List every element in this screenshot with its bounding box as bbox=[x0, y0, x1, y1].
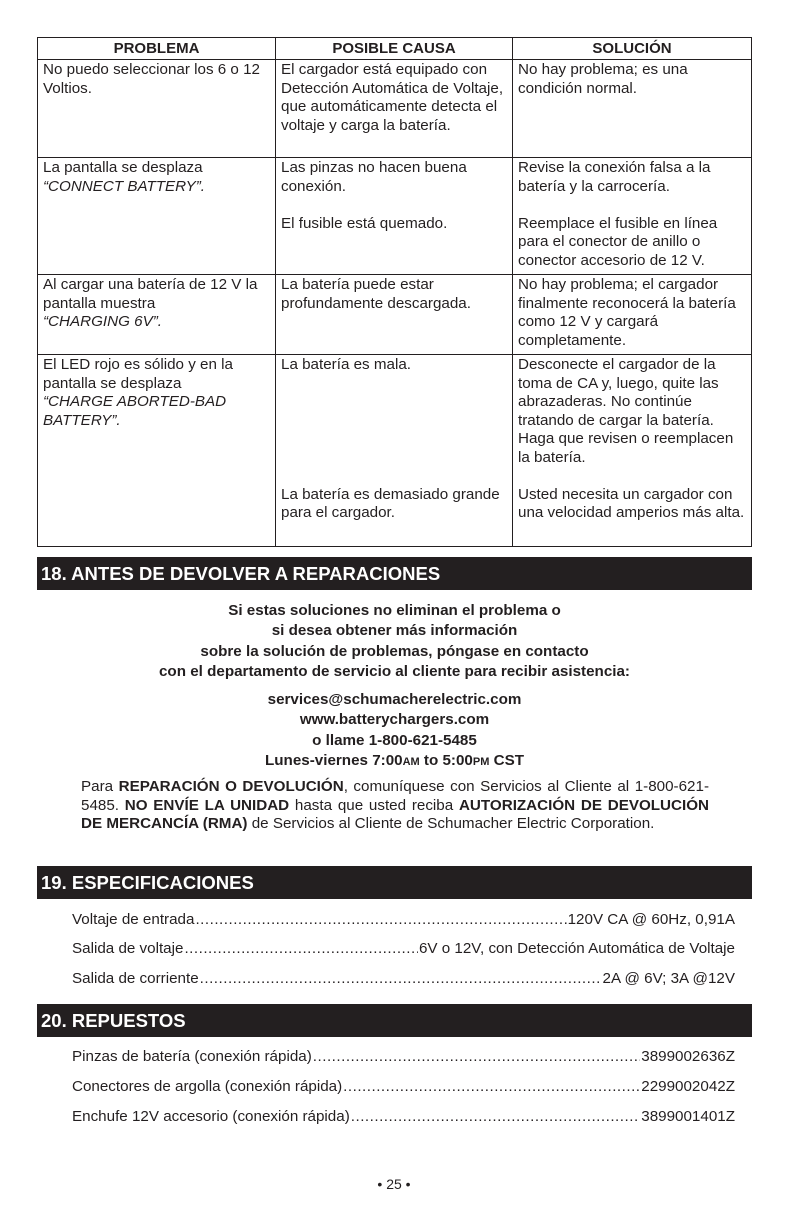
part-number: 2299002042Z bbox=[641, 1078, 735, 1095]
solution-cell bbox=[513, 158, 752, 275]
part-row bbox=[72, 1107, 735, 1127]
spec-row bbox=[72, 939, 735, 959]
return-instructions: Para REPARACIÓN O DEVOLUCIÓN, comuníquese con Servicios al Cliente al 1-800-621-5485. NO ENVÍE LA UNIDAD hasta que usted reciba AUTORIZACIÓN DE DEVOLUCIÓN DE MERCANCÍA (RMA) de Servicios al Cliente de Schumacher Electric Corporation. bbox=[81, 778, 709, 833]
part-row bbox=[72, 1047, 735, 1067]
website-link[interactable]: www.batterychargers.com bbox=[299, 711, 490, 729]
header-solution: SOLUCIÓN bbox=[513, 38, 752, 60]
service-hours: Lunes-viernes 7:00AM to 5:00PM CST bbox=[265, 751, 524, 769]
header-problem: PROBLEMA bbox=[38, 38, 276, 60]
table-row bbox=[38, 355, 752, 547]
solution-cell bbox=[513, 355, 752, 547]
part-label: Enchufe 12V accesorio (conexión rápida) bbox=[72, 1108, 350, 1125]
spec-value: 2A @ 6V; 3A @12V bbox=[602, 970, 735, 987]
email-link[interactable]: services@schumacherelectric.com bbox=[267, 691, 522, 708]
section-20-header: 20. REPUESTOS bbox=[37, 1004, 752, 1037]
problem-cell bbox=[38, 158, 276, 275]
cause-text: Las pinzas no hacen buena conexión. bbox=[281, 159, 467, 195]
problem-cell bbox=[38, 355, 276, 547]
spec-row bbox=[72, 910, 735, 930]
solution-cell: No hay problema; es una condición normal. bbox=[513, 60, 752, 158]
contact-intro bbox=[37, 601, 752, 682]
problem-text: La pantalla se desplaza bbox=[43, 159, 203, 176]
cause-text: El fusible está quemado. bbox=[281, 214, 448, 232]
solution-text: Desconecte el cargador de la toma de CA y, luego, quite las abrazaderas. No continúe tratando de cargar la batería. Haga que revisen o reemplacen la batería. bbox=[518, 356, 734, 466]
cause-cell: El cargador está equipado con Detección Automática de Voltaje, que automáticamente detecta el voltaje y carga la batería. bbox=[276, 60, 513, 158]
cause-cell bbox=[276, 355, 513, 547]
cause-cell bbox=[276, 158, 513, 275]
cause-text: La batería es demasiado grande para el cargador. bbox=[281, 485, 500, 521]
problem-cell: No puedo seleccionar los 6 o 12 Voltios. bbox=[38, 60, 276, 158]
display-message: “CHARGING 6V”. bbox=[43, 313, 162, 330]
spec-label: Voltaje de entrada bbox=[72, 911, 195, 928]
table-header-row bbox=[38, 38, 752, 60]
cause-cell: La batería puede estar profundamente descargada. bbox=[276, 275, 513, 355]
part-number: 3899002636Z bbox=[641, 1048, 735, 1065]
phone-number: o llame 1-800-621-5485 bbox=[312, 731, 477, 749]
header-cause: POSIBLE CAUSA bbox=[276, 38, 513, 60]
part-label: Pinzas de batería (conexión rápida) bbox=[72, 1048, 312, 1065]
table-row bbox=[38, 60, 752, 158]
spec-label: Salida de corriente bbox=[72, 970, 199, 987]
page-number: • 25 • bbox=[377, 1176, 411, 1192]
troubleshooting-table bbox=[37, 37, 752, 547]
spec-label: Salida de voltaje bbox=[72, 940, 184, 957]
part-row bbox=[72, 1077, 735, 1097]
solution-text: Reemplace el fusible en línea para el conector de anillo o conector accesorio de 12 V. bbox=[518, 214, 718, 269]
contact-details bbox=[37, 690, 752, 772]
spec-value: 120V CA @ 60Hz, 0,91A bbox=[567, 911, 735, 928]
table-row bbox=[38, 275, 752, 355]
intro-line: Si estas soluciones no eliminan el problema o bbox=[228, 602, 561, 619]
solution-text: Usted necesita un cargador con una velocidad amperios más alta. bbox=[518, 485, 745, 521]
intro-line: con el departamento de servicio al cliente para recibir asistencia: bbox=[158, 662, 630, 680]
section-18-header: 18. ANTES DE DEVOLVER A REPARACIONES bbox=[37, 557, 752, 590]
spec-value: 6V o 12V, con Detección Automática de Voltaje bbox=[418, 940, 735, 957]
part-number: 3899001401Z bbox=[641, 1108, 735, 1125]
spec-row bbox=[72, 969, 735, 989]
problem-text: El LED rojo es sólido y en la pantalla se desplaza bbox=[43, 356, 233, 392]
problem-text: Al cargar una batería de 12 V la pantalla muestra bbox=[43, 276, 258, 312]
solution-text: Revise la conexión falsa a la batería y la carrocería. bbox=[518, 159, 711, 195]
intro-line: sobre la solución de problemas, póngase en contacto bbox=[200, 642, 589, 660]
section-19-header: 19. ESPECIFICACIONES bbox=[37, 866, 752, 899]
solution-cell: No hay problema; el cargador finalmente reconocerá la batería como 12 V y cargará completamente. bbox=[513, 275, 752, 355]
part-label: Conectores de argolla (conexión rápida) bbox=[72, 1078, 343, 1095]
display-message: “CHARGE ABORTED-BAD BATTERY”. bbox=[43, 393, 227, 429]
table-row bbox=[38, 158, 752, 275]
cause-text: La batería es mala. bbox=[281, 356, 412, 373]
problem-cell bbox=[38, 275, 276, 355]
display-message: “CONNECT BATTERY”. bbox=[43, 177, 205, 195]
intro-line: si desea obtener más información bbox=[271, 622, 518, 640]
